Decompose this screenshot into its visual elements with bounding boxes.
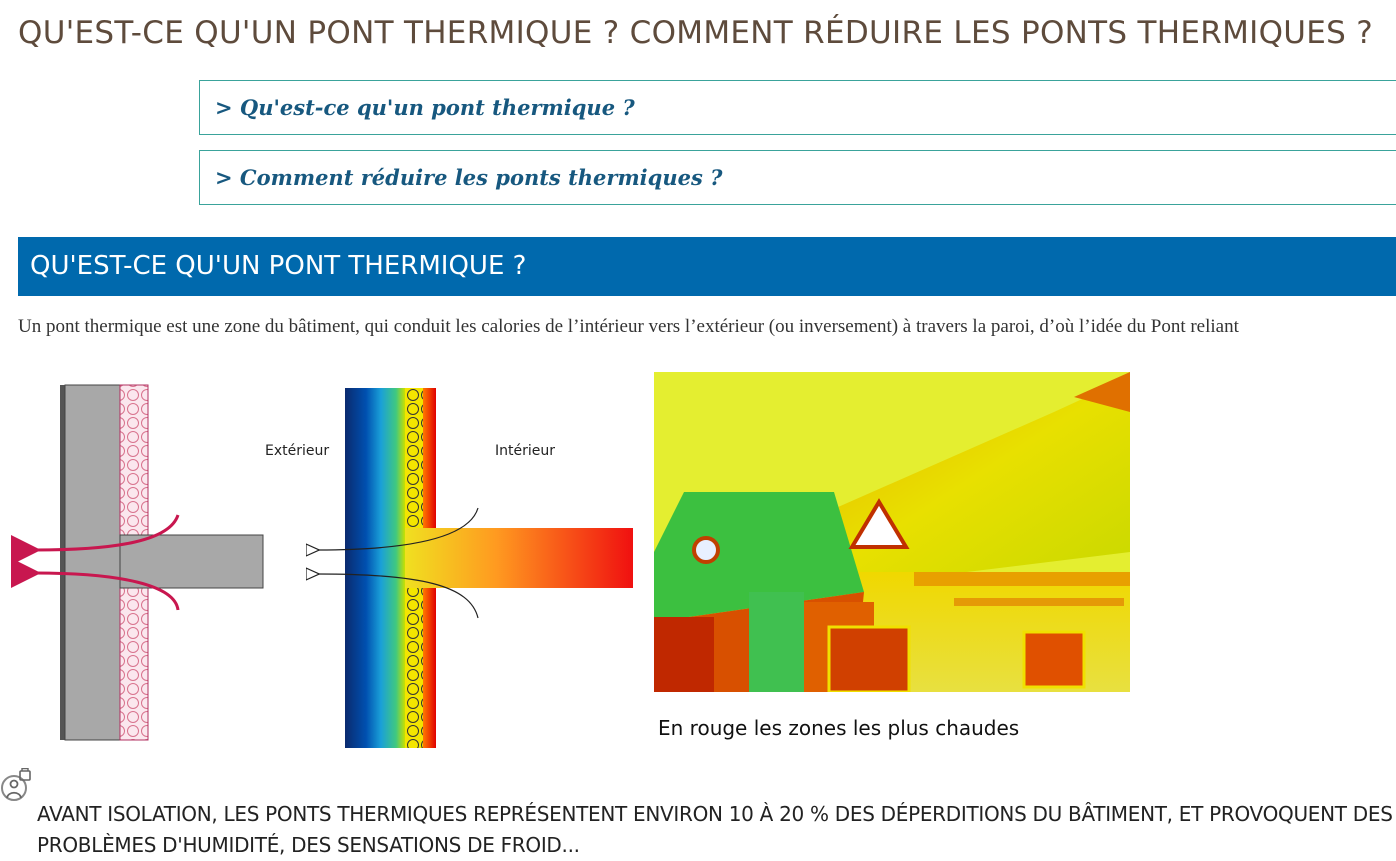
exterior-label: Extérieur <box>265 443 330 459</box>
thermal-bridge-diagram <box>0 360 650 760</box>
wall-diagram-plain <box>35 385 263 740</box>
toc-item-definition[interactable] <box>199 80 1396 135</box>
thermal-house-photo <box>654 372 1130 692</box>
section-intro: Un pont thermique est une zone du bâtiment, qui conduit les calories de l’intérieur vers l’extérieur (ou inversement) à travers la paroi, d’où l’idée du Pont reliant <box>18 316 1239 337</box>
toc-item-reduction[interactable] <box>199 150 1396 205</box>
toc-link-reduction[interactable]: > Comment réduire les ponts thermiques ? <box>215 165 723 190</box>
interior-label: Intérieur <box>495 443 555 459</box>
page-title: QU'EST-CE QU'UN PONT THERMIQUE ? COMMENT RÉDUIRE LES PONTS THERMIQUES ? <box>18 15 1374 51</box>
wall-diagram-thermal <box>265 388 633 748</box>
thermal-photo-caption: En rouge les zones les plus chaudes <box>658 716 1020 740</box>
section-banner <box>18 237 1396 296</box>
section-title: QU'EST-CE QU'UN PONT THERMIQUE ? <box>30 251 527 281</box>
toc-link-definition[interactable]: > Qu'est-ce qu'un pont thermique ? <box>215 95 635 120</box>
person-lock-icon <box>0 768 36 814</box>
callout-text: AVANT ISOLATION, LES PONTS THERMIQUES REPRÉSENTENT ENVIRON 10 À 20 % DES DÉPERDITIONS DU BÂTIMENT, ET PROVOQUENT DES PROBLÈMES D'HUMIDITÉ, DES SENSATIONS DE FROID... <box>37 802 1393 857</box>
